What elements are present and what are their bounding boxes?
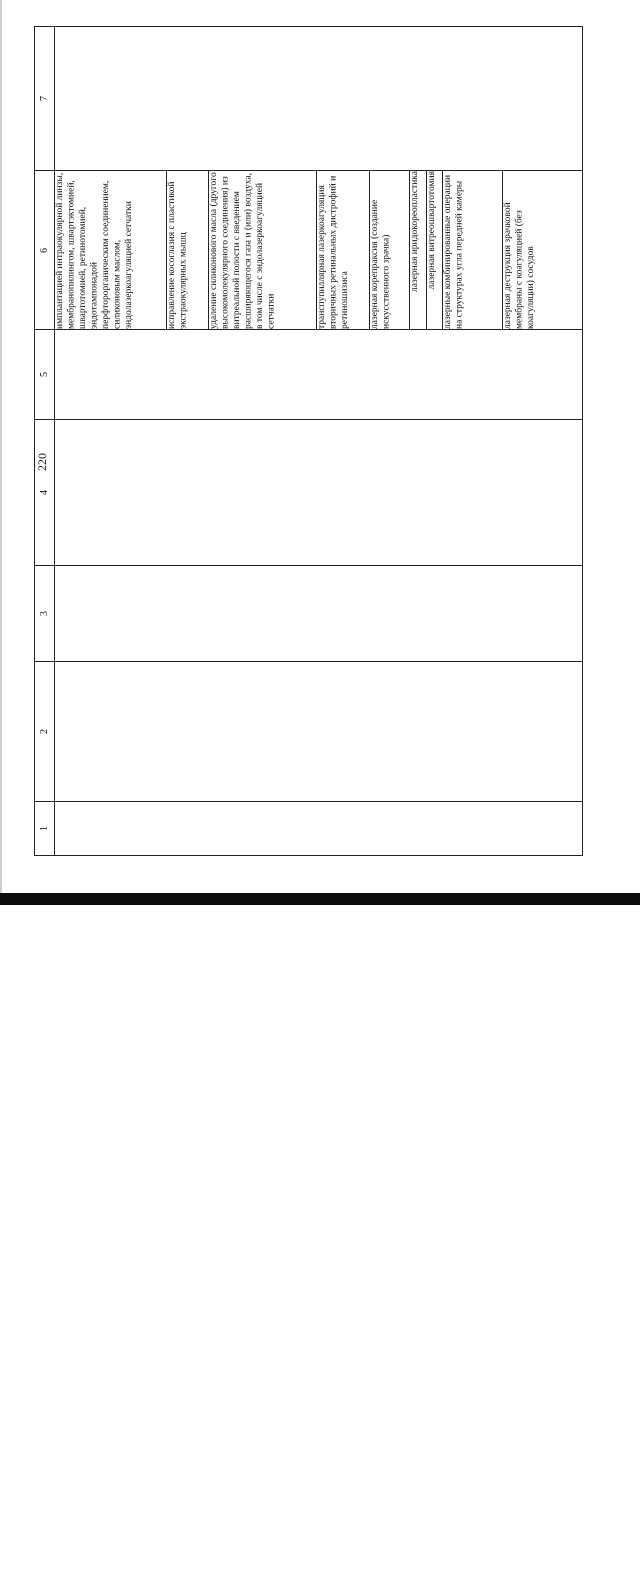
col-3-cell	[55, 566, 583, 662]
procedure-item: транспупиллярная лазеркоагуляция вторичных ретинальных дистрофий и ретиношизиса	[316, 171, 369, 329]
col-5-cell	[55, 330, 583, 420]
col-7-cell	[55, 27, 583, 171]
header-col-2: 2	[35, 662, 55, 802]
header-col-6: 6	[35, 171, 55, 330]
header-col-4: 4	[35, 420, 55, 566]
procedure-item: исправление косоглазия с пластикой экстраокулярных мышц	[166, 171, 208, 329]
procedure-item: лазерная корепраксия (создание искусственного зрачка)	[369, 171, 409, 329]
col-2-cell	[55, 662, 583, 802]
header-col-5: 5	[35, 330, 55, 420]
rotated-medical-table	[34, 26, 583, 856]
header-col-3: 3	[35, 566, 55, 662]
procedure-item: удаление силиконового масла (другого высокомолекулярного соединения) из витреальной полости с введением расширяющегося газа и (или) воздуха, в том числе с эндолазеркоагуляцией сетчатки	[208, 171, 316, 329]
header-col-1: 1	[35, 802, 55, 856]
procedure-item: лазерные комбинированные операции на структурах угла передней камеры	[442, 171, 502, 329]
procedure-item: лазерная иридокореопластика	[409, 171, 426, 329]
page-number: 220	[35, 453, 49, 471]
scan-edge-bottom	[0, 893, 640, 905]
col-6-cell	[55, 171, 583, 330]
col-1-cell	[55, 802, 583, 856]
col-4-cell	[55, 420, 583, 566]
procedure-item: лазерная деструкция зрачковой мембраны с коагуляцией (без коагуляции) сосудов	[502, 171, 583, 329]
procedure-item: лазерная витреошвартотомия	[426, 171, 442, 329]
header-col-7: 7	[35, 27, 55, 171]
procedure-item: имплантацией интраокулярной линзы, мембранопилингом, швартэктомией, швартотомией, ретинотомией, эндотампонадой перфторорганическим соединением, силиконовым маслом, эндолазеркоагуляцией сетчатки	[55, 171, 166, 329]
scan-edge-left	[0, 0, 2, 905]
